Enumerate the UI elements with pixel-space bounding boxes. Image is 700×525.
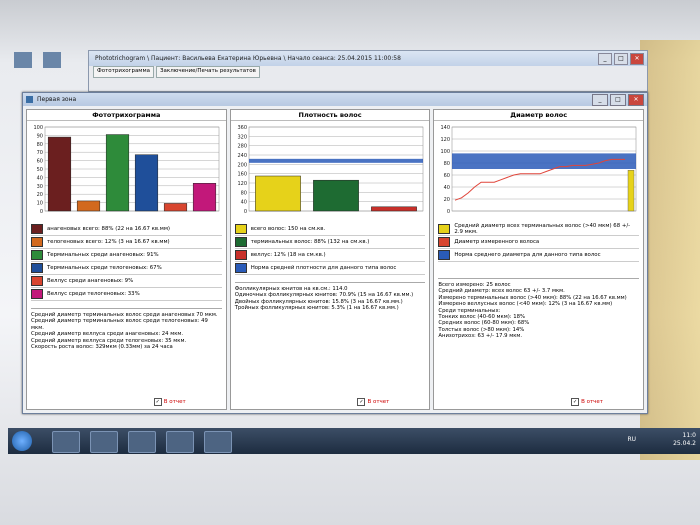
phototrichogram-y-tick-label: 100 [33, 125, 43, 131]
density-y-tick-label: 160 [237, 171, 247, 178]
taskbar-media-button[interactable] [90, 431, 118, 453]
taskbar-app-button[interactable] [166, 431, 194, 453]
diameter-norm-band [452, 153, 636, 169]
phototrichogram-y-tick-label: 70 [36, 150, 43, 157]
legend-label: Терминальных среди телогеновых: 67% [47, 265, 162, 271]
density-norm-band [249, 159, 423, 163]
stat-line: Средний диаметр терминальных волос среди телогеновых: 49 мкм. [31, 318, 208, 331]
phototrichogram-stats [31, 308, 222, 350]
legend-label: всего волос: 150 на см.кв. [250, 226, 326, 232]
density-y-tick-label: 80 [240, 190, 247, 197]
maximize-button[interactable]: □ [610, 94, 626, 106]
app-icon [26, 96, 33, 103]
legend-item [31, 249, 222, 262]
panel-header: Фототрихограмма [27, 110, 226, 121]
legend-swatch [31, 237, 43, 247]
density-y-tick-label: 40 [240, 199, 247, 206]
legend-swatch [31, 224, 43, 234]
legend-item [235, 262, 426, 275]
phototrichogram-y-tick-label: 30 [36, 183, 43, 190]
diameter-panel [433, 109, 644, 410]
legend-item [31, 223, 222, 236]
phototrichogram-y-tick-label: 40 [36, 175, 43, 182]
legend-swatch [235, 224, 247, 234]
zone-window-titlebar [23, 93, 647, 106]
background-window-tabs [89, 66, 647, 78]
legend-item [235, 236, 426, 249]
stat-line: Толстых волос (>80 мкм): 14% [438, 326, 525, 333]
diameter-legend [438, 223, 639, 262]
stat-line: Тройных фолликулярных юнитов: 5.3% (1 на 16.67 кв.мм.) [234, 305, 399, 312]
diameter-y-tick-label: 80 [444, 161, 451, 167]
phototrichogram-bar [77, 201, 100, 211]
density-y-tick-label: 240 [237, 153, 247, 159]
background-window-title: Phototrichogram \ Пациент: Васильева Екатерина Юрьевна \ Начало сеанса: 25.04.2015 11:00:58 [89, 51, 647, 66]
phototrichogram-panel [26, 109, 227, 410]
desktop-wallpaper [640, 40, 700, 460]
phototrichogram-bar [193, 183, 216, 211]
language-indicator[interactable]: RU [627, 436, 636, 443]
check-icon[interactable]: ✓ [359, 399, 364, 405]
close-button[interactable]: ✕ [628, 94, 644, 106]
legend-swatch [31, 289, 43, 299]
stat-line: Средних волос (60-80 мкм): 68% [438, 320, 530, 327]
zone-window [22, 92, 648, 414]
legend-label: терминальных волос: 88% (132 на см.кв.) [250, 239, 370, 245]
zone-window-title: Первая зона [37, 96, 77, 103]
diameter-chart [434, 121, 644, 219]
stat-line: Средний диаметр терминальных волос среди анагеновых 70 мкм. [31, 312, 218, 318]
phototrichogram-legend [31, 223, 222, 301]
legend-label: Средний диаметр всех терминальных волос (>40 мкм) 68 +/- 2.9 мкм. [454, 223, 631, 235]
legend-swatch [438, 237, 450, 247]
diameter-y-tick-label: 20 [444, 197, 451, 203]
legend-item [31, 288, 222, 301]
legend-label: анагеновых всего: 88% (22 на 16.67 кв.мм) [47, 226, 170, 232]
diameter-mean-bar [628, 170, 634, 211]
legend-item [31, 236, 222, 249]
clock-date: 25.04.2 [673, 440, 696, 447]
tab-report[interactable]: Заключение/Печать результатов [156, 66, 260, 78]
diameter-y-tick-label: 40 [444, 185, 451, 191]
legend-item [235, 223, 426, 236]
phototrichogram-y-tick-label: 20 [36, 192, 43, 199]
legend-swatch [235, 263, 247, 273]
background-window [88, 50, 648, 92]
legend-label: Веллус среди телогеновых: 33% [47, 291, 140, 297]
legend-label: Терминальных среди анагеновых: 91% [47, 252, 159, 258]
minimize-button[interactable]: _ [592, 94, 608, 106]
stat-line: Средний диаметр веллуса среди анагеновых: 24 мкм. [31, 331, 184, 338]
stat-line: Одиночных фолликулярных юнитов: 70.9% (15 на 16.67 кв.мм.) [234, 292, 414, 299]
check-icon[interactable]: ✓ [155, 399, 160, 405]
desktop-icon[interactable] [14, 52, 32, 68]
legend-swatch [235, 237, 247, 247]
legend-swatch [438, 224, 450, 234]
legend-item [438, 223, 639, 236]
stat-line: Измерено терминальных волос (>40 мкм): 88% (22 на 16.67 кв.мм) [438, 294, 627, 301]
close-button[interactable]: ✕ [630, 53, 644, 65]
minimize-button[interactable]: _ [598, 53, 612, 65]
taskbar-explorer-button[interactable] [52, 431, 80, 453]
legend-swatch [31, 263, 43, 273]
legend-item [31, 275, 222, 288]
phototrichogram-bar [106, 135, 129, 211]
clock-time: 11:0 [682, 432, 696, 439]
report-label: В отчет [367, 399, 390, 405]
report-checkbox[interactable] [571, 398, 603, 406]
phototrichogram-y-tick-label: 50 [36, 167, 43, 173]
diameter-y-tick-label: 0 [447, 209, 451, 215]
density-y-tick-label: 360 [237, 125, 247, 131]
density-panel [230, 109, 431, 410]
stat-line: Всего измерено: 25 волос [438, 282, 511, 288]
legend-item [235, 249, 426, 262]
desktop-icon[interactable] [43, 52, 61, 68]
stat-line: Средний диаметр: всех волос 63 +/- 3.7 мкм. [438, 288, 565, 295]
panel-header: Диаметр волос [434, 110, 643, 121]
density-stats [235, 282, 426, 312]
stat-line: Измерено веллусных волос (<40 мкм): 12% (3 на 16.67 кв.мм) [438, 301, 613, 308]
phototrichogram-bar [48, 137, 71, 211]
stat-line: Фолликулярных юнитов на кв.см.: 114.0 [234, 286, 348, 292]
legend-label: телогеновых всего: 12% (3 на 16.67 кв.мм) [47, 239, 170, 245]
report-label: В отчет [581, 399, 603, 405]
diameter-y-tick-label: 100 [440, 149, 451, 155]
phototrichogram-y-tick-label: 90 [36, 133, 43, 140]
zone-window-controls [592, 94, 644, 106]
legend-item [438, 236, 639, 249]
phototrichogram-y-tick-label: 60 [36, 158, 43, 165]
legend-label: Норма средней плотности для данного типа волос [250, 265, 397, 271]
stat-line: Тонких волос (40-60 мкм): 18% [438, 314, 526, 321]
background-window-controls [598, 53, 644, 65]
density-bar [255, 176, 300, 211]
taskbar [8, 428, 700, 454]
phototrichogram-y-tick-label: 10 [36, 200, 43, 207]
density-bar [371, 207, 416, 211]
panel-header: Плотность волос [231, 110, 430, 121]
legend-item [438, 249, 639, 262]
density-y-tick-label: 120 [237, 181, 247, 187]
report-label: В отчет [163, 399, 186, 405]
density-legend [235, 223, 426, 275]
diameter-stats [438, 278, 639, 340]
legend-swatch [438, 250, 450, 260]
density-y-tick-label: 200 [237, 162, 247, 169]
stat-line: Среди терминальных: [438, 307, 501, 314]
tab-phototrichogram[interactable]: Фототрихограмма [93, 66, 154, 78]
stat-line: Анизотрихоз: 63 +/- 17.9 мкм. [438, 333, 523, 340]
taskbar-chrome-button[interactable] [128, 431, 156, 453]
legend-swatch [31, 276, 43, 286]
phototrichogram-bar [135, 155, 158, 211]
legend-swatch [31, 250, 43, 260]
density-y-tick-label: 0 [243, 209, 247, 215]
phototrichogram-bar [164, 203, 187, 211]
maximize-button[interactable]: □ [614, 53, 628, 65]
report-checkbox[interactable] [154, 398, 186, 406]
density-y-tick-label: 280 [237, 143, 247, 150]
clock[interactable] [673, 432, 696, 448]
desktop-icons [14, 52, 84, 78]
density-chart [231, 121, 431, 219]
legend-label: веллус: 12% (18 на см.кв.) [250, 252, 326, 258]
legend-label: Диаметр измеренного волоса [454, 239, 540, 245]
density-y-tick-label: 320 [237, 134, 247, 141]
legend-label: Норма среднего диаметра для данного типа волос [454, 252, 601, 258]
phototrichogram-chart [27, 121, 227, 219]
phototrichogram-y-tick-label: 0 [39, 209, 43, 215]
start-button[interactable] [12, 431, 32, 451]
diameter-y-tick-label: 120 [440, 137, 451, 143]
diameter-y-tick-label: 60 [444, 173, 451, 179]
stat-line: Скорость роста волос: 329мкм (0.33мм) за 24 часа [31, 344, 173, 351]
phototrichogram-y-tick-label: 80 [36, 141, 43, 148]
legend-label: Веллус среди анагеновых: 9% [47, 278, 134, 284]
stat-line: Двойных фолликулярных юнитов: 15.8% (3 на 16.67 кв.мм.) [234, 298, 403, 305]
check-icon[interactable]: ✓ [572, 399, 578, 405]
report-checkbox[interactable] [357, 398, 389, 406]
taskbar-app-button[interactable] [204, 431, 232, 453]
legend-swatch [235, 250, 247, 260]
density-bar [313, 180, 358, 211]
diameter-y-tick-label: 140 [440, 125, 451, 131]
legend-item [31, 262, 222, 275]
stat-line: Средний диаметр веллуса среди телогеновых: 35 мкм. [31, 337, 187, 344]
